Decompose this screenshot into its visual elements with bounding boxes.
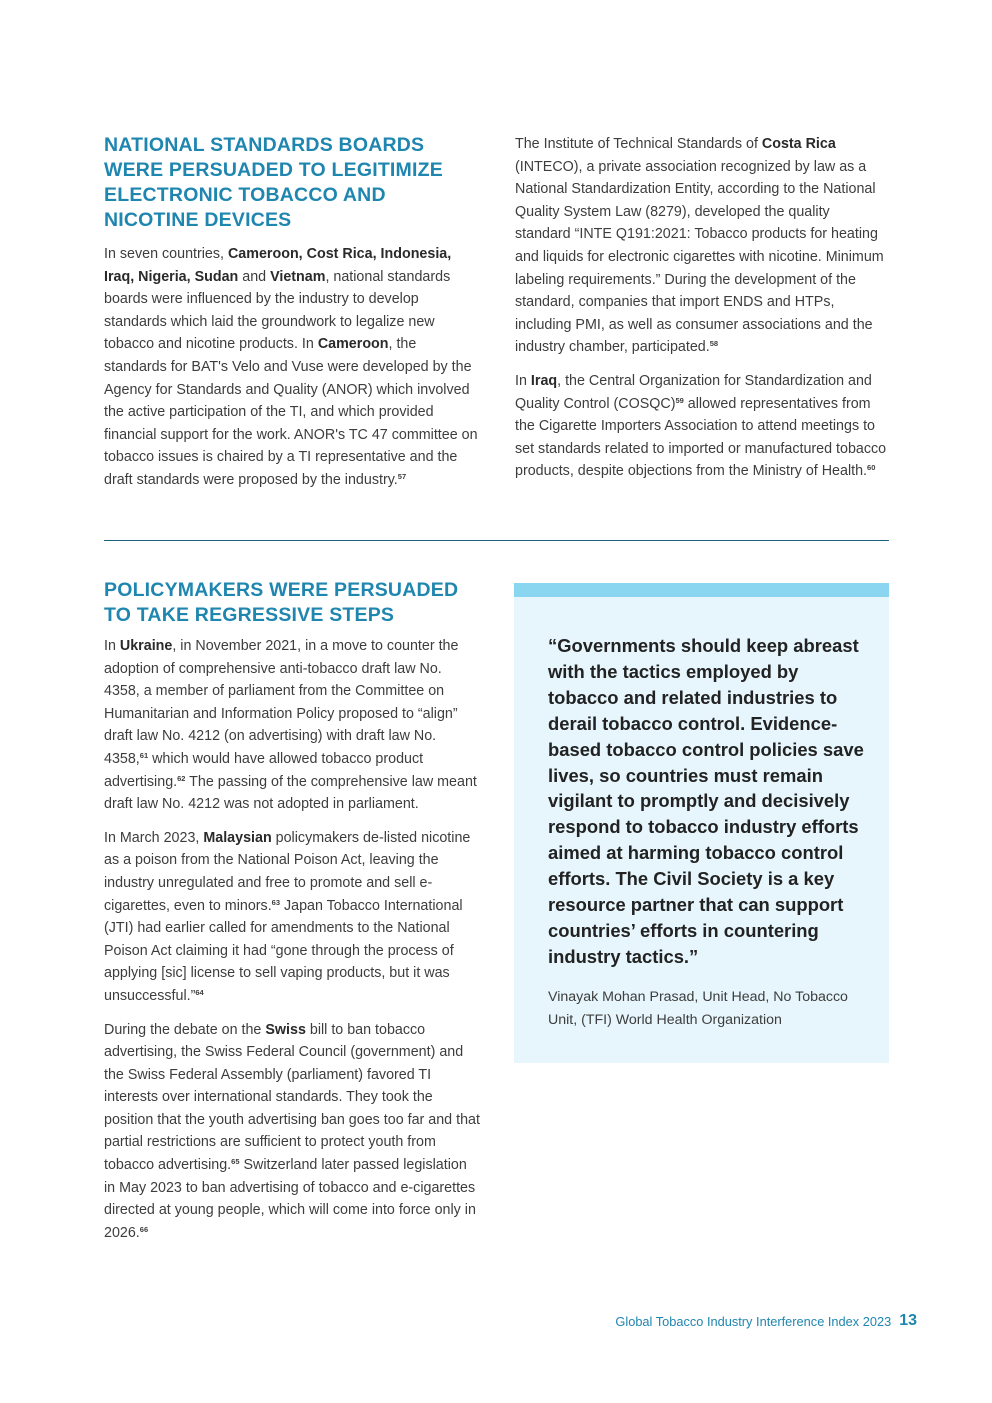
text-run: The passing of the comprehensive law meant draft law No. 4212 was not adopted in parliament. [104,773,477,813]
text-run: In [104,638,120,654]
text-run: policymakers de-listed nicotine as a poison from the National Poison Act, leaving the industry unregulated and free to promote and sell e-cigarettes, even to minors. [104,829,471,914]
text-run: In [515,372,531,389]
text-run: In seven countries, [104,246,228,262]
bold-ukraine: Ukraine [119,638,173,654]
text-run: allowed representatives from the Cigarette Importers Association to attend meetings to set standards related to imported or manufactured tobacco products, despite objections from the Ministry of Health. [515,395,887,480]
bold-cameroon: Cameroon [317,336,389,353]
text-run: The Institute of Technical Standards of [515,136,762,152]
footnote-ref[interactable]: 61 [139,750,149,760]
footnote-ref[interactable]: 65 [231,1157,240,1167]
bold-vietnam: Vietnam [270,268,326,285]
page-number: 13 [899,1312,917,1329]
text-run: , in November 2021, in a move to counter the adoption of comprehensive anti-tobacco draft law No. 4358, a member of parliament from the Committee on Humanitarian and Information Policy proposed to “align” draft law No. 4212 (on advertising) with draft law No. 4358, [104,638,459,767]
section-standards-left [104,133,478,492]
footnote-ref[interactable]: 66 [139,1224,149,1234]
section-policymakers [104,578,480,1244]
text-run: , national standards boards were influenced by the industry to develop standards which laid the groundwork to legalize new tobacco and nicotine products. In [104,268,451,353]
paragraph-costa-rica [515,133,889,359]
footnote-ref[interactable]: 59 [675,395,684,405]
quote-text: “Governments should keep abreast with the tactics employed by tobacco and related industries to derail tobacco control. Evidence-based tobacco control policies save lives, so countries must remain vigilant to promptly and decisively respond to tobacco industry efforts aimed at harming tobacco control efforts. The Civil Society is a key resource partner that can support countries’ efforts in countering industry tactics.” [548,635,864,967]
bold-costa-rica: Costa Rica [761,136,836,152]
paragraph-ukraine [104,635,480,816]
quote-attribution: Vinayak Mohan Prasad, Unit Head, No Tobacco Unit, (TFI) World Health Organization [548,989,848,1028]
text-run: bill to ban tobacco advertising, the Swiss Federal Council (government) and the Swiss Federal Assembly (parliament) favored TI interests over international standards. They took the position that the youth advertising ban goes too far and that partial restrictions are sufficient to protect youth from tobacco advertising. [104,1021,480,1174]
text-run: During the debate on the [104,1021,266,1038]
footnote-ref[interactable]: 64 [195,987,204,997]
text-run: In March 2023, [104,829,204,846]
footnote-ref[interactable]: 57 [397,471,407,481]
page-footer [615,1309,917,1333]
quote-accent-bar [514,583,889,597]
paragraph-seven-countries [104,243,478,492]
section-heading-policymakers: POLICYMAKERS WERE PERSUADED TO TAKE REGRESSIVE STEPS [104,579,459,626]
paragraph-swiss [104,1019,480,1245]
bold-malaysian: Malaysian [203,829,272,846]
text-run: , the Central Organization for Standardization and Quality Control (COSQC) [515,372,872,412]
section-divider [104,540,889,541]
quote-box [514,583,889,1063]
text-run: and [238,268,271,285]
paragraph-iraq [515,370,889,483]
bold-countries: Cameroon, Cost Rica, Indonesia, Iraq, Nigeria, Sudan [104,246,452,285]
text-run: , the standards for BAT's Velo and Vuse were developed by the Agency for Standards and Quality (ANOR) which involved the active participation of the TI, and which provided financial support for the work. ANOR's TC 47 committee on tobacco issues is chaired by a TI representative and the draft standards were proposed by the industry. [104,336,478,488]
footer-report-title: Global Tobacco Industry Interference Index 2023 [615,1313,892,1329]
text-run: Switzerland later passed legislation in May 2023 to ban advertising of tobacco and e-cigarettes directed at young people, which will come into force only in 2026. [104,1157,476,1241]
section-standards-right [515,133,889,483]
bold-iraq: Iraq [530,372,558,389]
text-run: (INTECO), a private association recognized by law as a National Standardization Entity, according to the National Quality System Law (8279), developed the quality standard “INTE Q191:2021: Tobacco products for heating and liquids for electronic cigarettes with nicotine. Minimum labeling requirements.” During the development of the standard, companies that import ENDS and HTPs, including PMI, as well as consumer associations and the industry chamber, participated. [515,158,884,356]
section-heading-standards: NATIONAL STANDARDS BOARDS WERE PERSUADED TO LEGITIMIZE ELECTRONIC TOBACCO AND NICOTINE DEVICES [104,134,443,231]
text-run: which would have allowed tobacco product advertising. [104,750,424,790]
text-run: Japan Tobacco International (JTI) had earlier called for amendments to the National Poison Act claiming it had “gone through the process of applying [sic] license to sell vaping products, but it was unsuccessful.” [104,897,463,1004]
bold-swiss: Swiss [265,1021,306,1038]
footnote-ref[interactable]: 60 [867,463,876,473]
footnote-ref[interactable]: 63 [271,897,281,907]
paragraph-malaysia [104,827,480,1008]
footnote-ref[interactable]: 62 [177,773,186,783]
footnote-ref[interactable]: 58 [709,339,719,349]
